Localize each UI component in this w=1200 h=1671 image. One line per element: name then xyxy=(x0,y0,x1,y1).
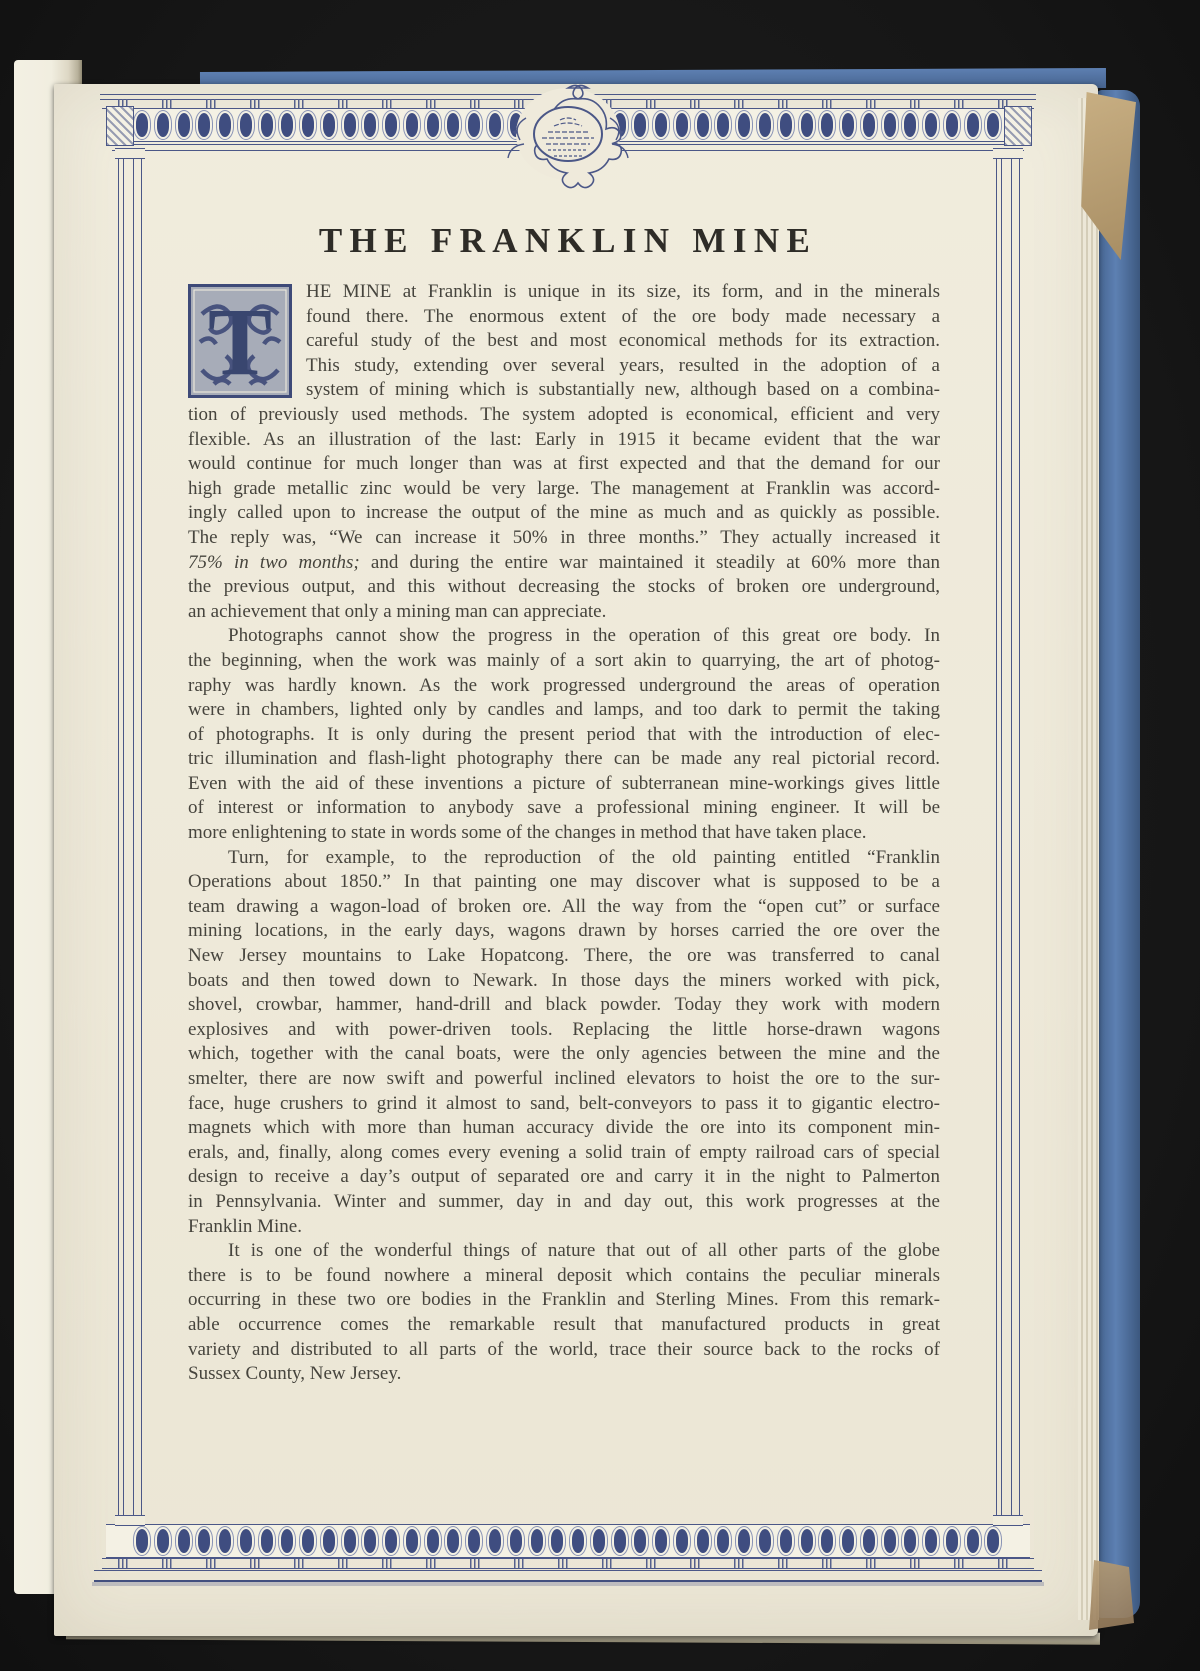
frieze-cell xyxy=(385,1529,397,1553)
pilaster-base xyxy=(115,1515,145,1526)
frieze-cell xyxy=(925,113,937,137)
pilaster-left xyxy=(118,150,142,1524)
text-line: raphy was hardly known. As the work progressed underground the areas of operation xyxy=(188,674,940,696)
frieze-cell xyxy=(738,1529,750,1553)
frieze-cell xyxy=(634,1529,646,1553)
text-line: mining locations, in the early days, wagons drawn by horses carried the ore over the xyxy=(188,920,940,942)
text-line: HE MINE at Franklin is unique in its size, its form, and in the minerals xyxy=(306,281,940,302)
frieze-cell xyxy=(364,1529,376,1553)
text-line: Photographs cannot show the progress in the operation of this great ore body. In xyxy=(228,625,940,647)
frieze-cell xyxy=(717,113,729,137)
frieze-cell xyxy=(801,113,813,137)
frieze-cell xyxy=(136,113,148,137)
text-line: were in chambers, lighted only by candles and lamps, and too dark to permit the taking xyxy=(188,699,940,721)
text-line: of interest or information to anybody save a professional mining engineer. It will be xyxy=(188,797,940,819)
frieze-cell xyxy=(198,113,210,137)
pilaster-capital xyxy=(115,148,145,159)
pilaster-right xyxy=(996,150,1020,1524)
frieze-cell xyxy=(863,113,875,137)
frieze-cell xyxy=(884,113,896,137)
text-line: boats and then towed down to Newark. In those days the miners worked with pick, xyxy=(188,969,940,991)
text-line: occurring in these two ore bodies in the Franklin and Sterling Mines. From this remark- xyxy=(188,1289,940,1311)
text-line: New Jersey mountains to Lake Hopatcong. There, the ore was transferred to canal xyxy=(188,945,940,967)
text-line: shovel, crowbar, hammer, hand-drill and black powder. Today they work with modern xyxy=(188,994,940,1016)
frieze-cell xyxy=(842,113,854,137)
text-line: Even with the aid of these inventions a picture of subterranean mine-workings gives little xyxy=(188,772,940,794)
frieze-cell xyxy=(697,1529,709,1553)
frieze-cell xyxy=(281,1529,293,1553)
frieze-cell xyxy=(489,113,501,137)
text-line: the beginning, when the work was mainly of a sort akin to quarrying, the art of photog- xyxy=(188,649,940,671)
frieze-cell xyxy=(302,1529,314,1553)
text-line: in Pennsylvania. Winter and summer, day in and day out, this work progresses at the xyxy=(188,1190,940,1212)
frieze-cell xyxy=(801,1529,813,1553)
frieze-cell xyxy=(406,113,418,137)
frieze-cell xyxy=(281,113,293,137)
frieze-cell xyxy=(904,1529,916,1553)
italic-phrase: 75% in two months; xyxy=(188,551,360,573)
frieze-cell xyxy=(323,1529,335,1553)
border-base-shadow xyxy=(92,1582,1044,1586)
frieze-cell xyxy=(634,113,646,137)
text-line: an achievement that only a mining man can appreciate. xyxy=(188,600,607,622)
frieze-cell xyxy=(614,1529,626,1553)
drop-cap-art xyxy=(188,284,292,398)
paragraph xyxy=(188,1239,940,1387)
text-line: careful study of the best and most economical methods for its extraction. xyxy=(306,330,940,352)
frieze-cell xyxy=(717,1529,729,1553)
frieze-cell xyxy=(427,1529,439,1553)
book-page xyxy=(54,84,1098,1636)
text-line: Franklin Mine. xyxy=(188,1215,302,1237)
frieze-cell xyxy=(219,113,231,137)
text-line: high grade metallic zinc would be very large. The management at Franklin was accord- xyxy=(188,477,940,499)
frieze-cell xyxy=(240,1529,252,1553)
frieze-cell xyxy=(676,1529,688,1553)
frieze-cell xyxy=(676,113,688,137)
frieze-cell xyxy=(406,1529,418,1553)
frieze-cell xyxy=(447,1529,459,1553)
text-line: system of mining which is substantially new, although based on a combina- xyxy=(306,379,940,401)
text-line: the previous output, and this without decreasing the stocks of broken ore underground, xyxy=(188,576,940,598)
frieze-cell xyxy=(987,113,999,137)
frieze-cell xyxy=(447,113,459,137)
text-line: able occurrence comes the remarkable result that manufactured products in great xyxy=(188,1313,940,1335)
frieze-cell xyxy=(967,113,979,137)
paragraph xyxy=(188,846,940,1240)
frieze-cell xyxy=(219,1529,231,1553)
frieze-cell xyxy=(697,113,709,137)
frieze-cell xyxy=(655,1529,667,1553)
text-line: of photographs. It is only during the present period that with the introduction of elec- xyxy=(188,723,940,745)
frieze-cell xyxy=(738,113,750,137)
frieze-cell xyxy=(946,1529,958,1553)
frieze-cell xyxy=(967,1529,979,1553)
page-title: THE FRANKLIN MINE xyxy=(318,221,818,261)
text-line: explosives and with power-driven tools. Replacing the little horse-drawn wagons xyxy=(188,1018,940,1040)
frieze-cell xyxy=(344,113,356,137)
cartouche-art xyxy=(502,82,634,192)
cartouche-medallion xyxy=(502,82,634,192)
frieze-cell xyxy=(572,1529,584,1553)
frieze-cell xyxy=(780,113,792,137)
text-line: which, together with the canal boats, were the only agencies between the mine and the xyxy=(188,1043,940,1065)
text-line: Operations about 1850.” In that painting one may discover what is supposed to be a xyxy=(188,871,940,893)
page-stack-edges xyxy=(1078,98,1099,1620)
frieze-cell xyxy=(551,1529,563,1553)
text-line: erals, and, finally, along comes every evening a solid train of empty railroad cars of special xyxy=(188,1141,940,1163)
pilaster-base xyxy=(993,1515,1023,1526)
text-line: face, huge crushers to grind it almost to sand, belt-conveyors to pass it to gigantic electro- xyxy=(188,1092,940,1114)
text-line: flexible. As an illustration of the last: Early in 1915 it became evident that the war xyxy=(188,428,940,450)
text-line: This study, extending over several years, resulted in the adoption of a xyxy=(306,354,940,376)
frieze-cell xyxy=(178,113,190,137)
frieze-cell xyxy=(198,1529,210,1553)
text-line: It is one of the wonderful things of nature that out of all other parts of the globe xyxy=(228,1240,940,1262)
frieze-cell xyxy=(178,1529,190,1553)
frieze-cell xyxy=(946,113,958,137)
frieze-cell xyxy=(157,1529,169,1553)
frieze-cell xyxy=(987,1529,999,1553)
text-line: smelter, there are now swift and powerful inclined elevators to hoist the ore to the sur- xyxy=(188,1068,940,1089)
frieze-cell xyxy=(385,113,397,137)
frieze-cell xyxy=(489,1529,501,1553)
text-line: found there. The enormous extent of the ore body made necessary a xyxy=(306,305,940,327)
frieze-cell xyxy=(821,1529,833,1553)
svg-text:T: T xyxy=(207,288,273,395)
frieze-cell xyxy=(655,113,667,137)
border-base-bar xyxy=(94,1570,1042,1582)
frieze-cell xyxy=(364,113,376,137)
frieze-cell xyxy=(863,1529,875,1553)
acanthus-corbel-left xyxy=(106,106,134,146)
text-line: more enlightening to state in words some of the changes in method that have taken place. xyxy=(188,822,867,844)
frieze-cell xyxy=(468,113,480,137)
frieze-cell xyxy=(780,1529,792,1553)
frieze-cell xyxy=(302,113,314,137)
acanthus-corbel-right xyxy=(1004,106,1032,146)
frieze-cell xyxy=(759,1529,771,1553)
frieze-cell xyxy=(821,113,833,137)
book-cover-right-edge xyxy=(1096,90,1140,1618)
frieze-cell xyxy=(261,1529,273,1553)
frieze-cell xyxy=(842,1529,854,1553)
text-line: ingly called upon to increase the output of the mine as much and as quickly as possible. xyxy=(188,502,940,524)
frieze-cell xyxy=(510,1529,522,1553)
text-line: Sussex County, New Jersey. xyxy=(188,1363,402,1385)
text-line: tion of previously used methods. The system adopted is economical, efficient and very xyxy=(188,403,940,425)
frieze-cell xyxy=(427,113,439,137)
frieze-cell xyxy=(884,1529,896,1553)
text-line: variety and distributed to all parts of the world, trace their source back to the rocks of xyxy=(188,1338,940,1360)
text-line: 75% in two months; and during the entire war maintained it steadily at 60% more than xyxy=(188,551,941,573)
text-line: team drawing a wagon-load of broken ore. All the way from the “open cut” or surface xyxy=(188,895,940,917)
drop-cap xyxy=(188,284,292,398)
frieze-cell xyxy=(759,113,771,137)
frieze-cell xyxy=(531,1529,543,1553)
text-line: there is to be found nowhere a mineral deposit which contains the peculiar minerals xyxy=(188,1264,940,1286)
frieze-cell xyxy=(904,113,916,137)
border-base-ticks xyxy=(102,1558,1034,1569)
text-line: would continue for much longer than was at first expected and that the demand for our xyxy=(188,453,940,475)
frieze-cell xyxy=(925,1529,937,1553)
paragraph xyxy=(188,624,940,845)
frieze-cell xyxy=(240,113,252,137)
frieze-cell xyxy=(323,113,335,137)
paragraph xyxy=(188,280,940,624)
frieze-cell xyxy=(157,113,169,137)
body-text xyxy=(188,280,940,1387)
bottom-frieze-ornament xyxy=(106,1524,1030,1558)
text-line: Turn, for example, to the reproduction of the old painting entitled “Franklin xyxy=(228,846,940,868)
frieze-cell xyxy=(136,1529,148,1553)
frieze-cell xyxy=(593,1529,605,1553)
text-line: tric illumination and flash-light photography there can be made any real pictorial record. xyxy=(188,748,940,770)
text-line: design to receive a day’s output of separated ore and carry it in the night to Palmerton xyxy=(188,1166,940,1188)
text-line: The reply was, “We can increase it 50% in three months.” They actually increased it xyxy=(188,526,940,548)
text-line: magnets which with more than human accuracy divide the ore into its component min- xyxy=(188,1117,940,1139)
frieze-cell xyxy=(344,1529,356,1553)
frieze-cell xyxy=(468,1529,480,1553)
frieze-cell xyxy=(261,113,273,137)
pilaster-capital xyxy=(993,148,1023,159)
